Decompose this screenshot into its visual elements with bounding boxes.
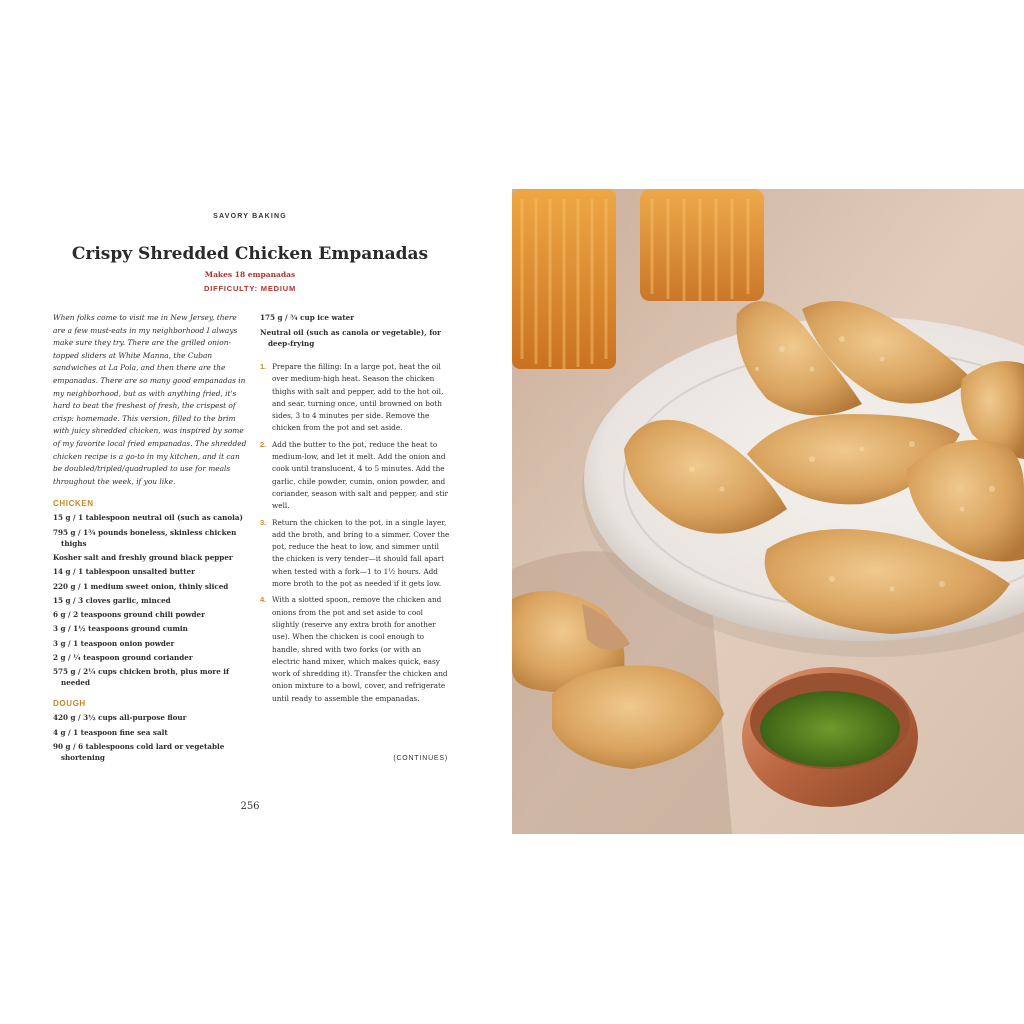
chicken-ingredient-list [53, 512, 248, 688]
section-label: SAVORY BAKING [213, 213, 287, 220]
dough-ingredient-list [53, 712, 248, 763]
method-steps [260, 361, 450, 705]
empanadas-photo [512, 189, 1024, 834]
step-text: Prepare the filling: In a large pot, heat the oil over medium-high heat. Season the chicken thighs with salt and pepper, add to the hot oil, and sear, turning once, until browned on both sides, 3 to 4 minutes per side. Remove the chicken from the pot and set aside. [272, 362, 444, 433]
step-text: With a slotted spoon, remove the chicken and onions from the pot and set aside to cool slightly (reserve any extra broth for another use). When the chicken is cool enough to handle, shred with two forks (or with an electric hand mixer, which makes quick, easy work of shredding it). Transfer the chicken and onion mixture to a bowl, cover, and refrigerate until ready to assemble the empanadas. [272, 595, 448, 703]
ingredient-item: 575 g / 2¼ cups chicken broth, plus more if needed [53, 667, 230, 688]
method-step [260, 517, 450, 591]
ingredient-item: 3 g / 1 teaspoon onion powder [53, 638, 175, 648]
ingredient-item: 420 g / 3½ cups all-purpose flour [53, 713, 187, 723]
ingredient-item: 2 g / ¼ teaspoon ground coriander [53, 652, 193, 662]
ingredient-item: Neutral oil (such as canola or vegetable), for deep-frying [260, 328, 441, 348]
step-number: 3. [260, 517, 267, 527]
ingredient-item: 15 g / 1 tablespoon neutral oil (such as canola) [53, 513, 243, 523]
dough-heading: DOUGH [53, 699, 86, 709]
step-text: Add the butter to the pot, reduce the heat to medium-low, and let it melt. Add the onion and cook until translucent, 4 to 5 minutes. Add the garlic, chile powder, cumin, onion powder, and coriander, season with salt and pepper, and stir well. [272, 439, 449, 511]
ingredient-item: 4 g / 1 teaspoon fine sea salt [53, 727, 168, 737]
ingredient-item: Kosher salt and freshly ground black pepper [53, 552, 233, 562]
ingredient-item: 6 g / 2 teaspoons ground chili powder [53, 610, 205, 620]
continues-label: (CONTINUES) [393, 755, 448, 762]
chicken-heading: CHICKEN [53, 499, 94, 509]
ingredient-item: 15 g / 3 cloves garlic, minced [53, 595, 171, 605]
recipe-title: Crispy Shredded Chicken Empanadas [71, 244, 429, 264]
left-column [53, 312, 248, 766]
page-number: 256 [240, 801, 260, 812]
recipe-intro: When folks come to visit me in New Jersey, there are a few must-eats in my neighborhood I always make sure they try. There are the grilled onion-topped sliders at White Manna, the Cuban sandwiches at La Pola, and then there are the empanadas. There are so many good empanadas in my neighborhood, but as with anything fried, it's hard to beat the freshest of fresh, the crispest of crisp: homemade. This version, filled to the brim with juicy shredded chicken, was inspired by some of my favorite local fried empanadas. The shredded chicken recipe is a go-to in my kitchen, and it can be doubled/tripled/quadrupled to use for meals throughout the week, if you like. [53, 313, 247, 486]
ingredient-item: 175 g / ¾ cup ice water [260, 313, 354, 322]
ingredient-item: 3 g / 1½ teaspoons ground cumin [53, 624, 188, 634]
method-step [260, 361, 450, 435]
ingredient-item: 90 g / 6 tablespoons cold lard or vegetable shortening [53, 741, 225, 762]
step-number: 2. [260, 439, 267, 449]
method-step [260, 594, 450, 705]
step-number: 4. [260, 595, 267, 605]
ingredient-item: 14 g / 1 tablespoon unsalted butter [53, 567, 195, 577]
recipe-difficulty: DIFFICULTY: MEDIUM [203, 284, 297, 293]
ingredient-item: 795 g / 1¾ pounds boneless, skinless chicken thighs [53, 527, 237, 548]
right-column [260, 312, 450, 709]
step-text: Return the chicken to the pot, in a single layer, add the broth, and bring to a simmer. Cover the pot, reduce the heat to low, and simmer until the chicken is very tender—it should fall apart when tested with a fork—1 to 1½ hours. Add more broth to the pot as needed if it gets low. [272, 517, 450, 589]
step-number: 1. [260, 362, 267, 371]
recipe-yield: Makes 18 empanadas [204, 270, 296, 279]
method-step [260, 439, 450, 513]
ingredient-item: 220 g / 1 medium sweet onion, thinly sliced [53, 581, 229, 591]
